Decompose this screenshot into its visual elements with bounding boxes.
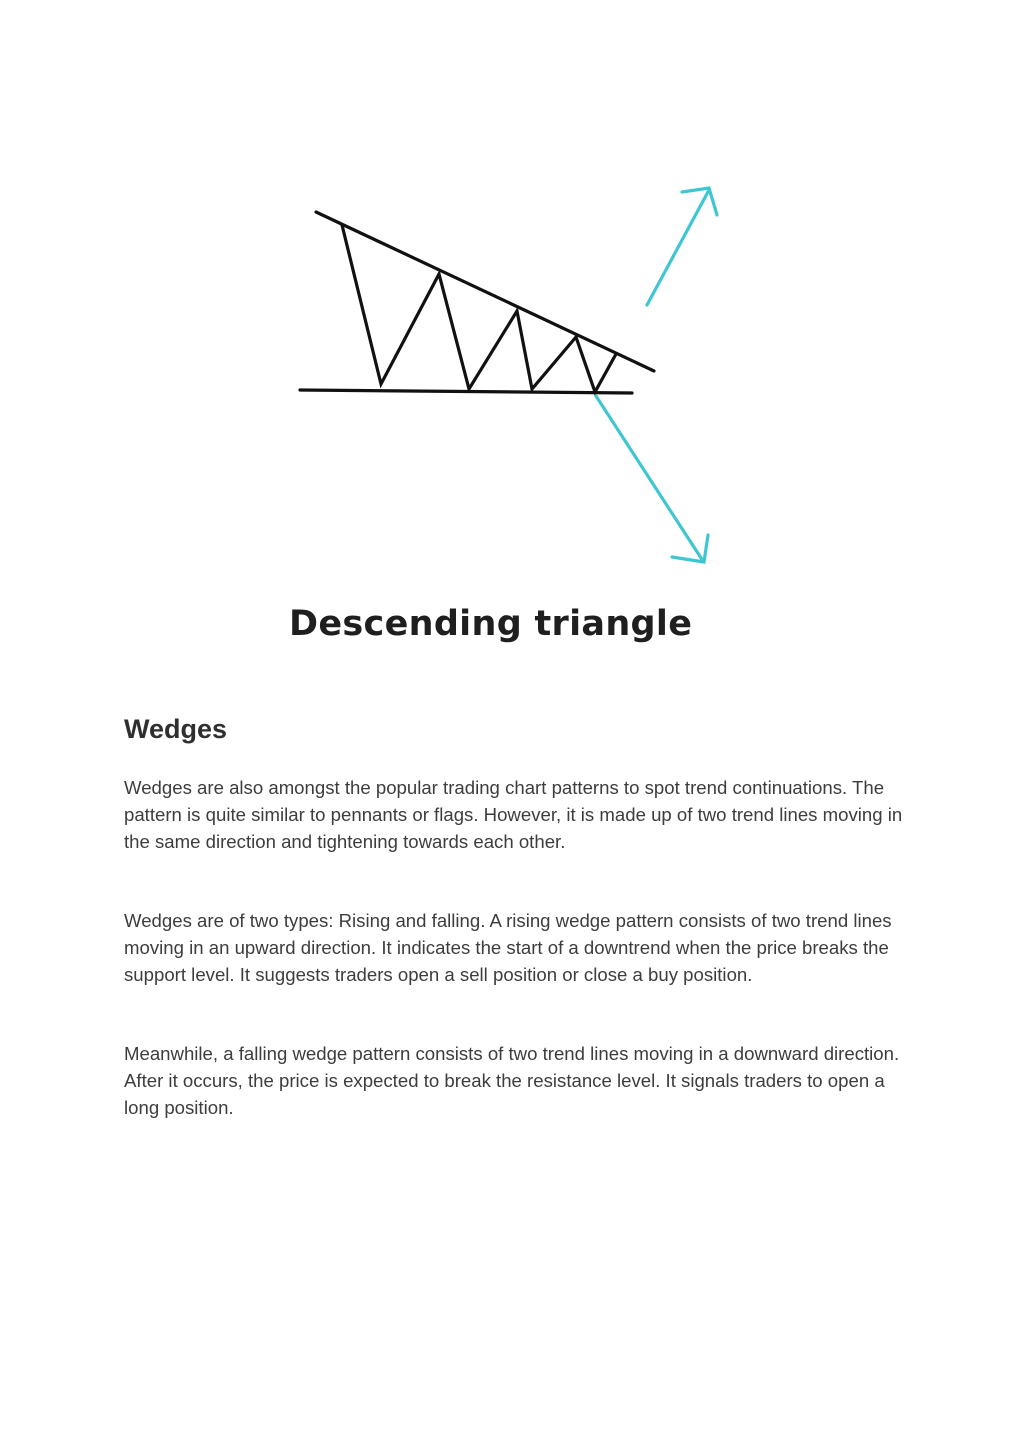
descending-triangle-figure <box>0 0 1024 680</box>
price-zigzag-line <box>342 225 616 392</box>
descending-triangle-diagram <box>0 0 1024 680</box>
arrow-down-right-icon <box>596 396 708 562</box>
paragraph-falling-wedge: Meanwhile, a falling wedge pattern consists of two trend lines moving in a downward direction. After it occurs, the price is expected to break the resistance level. It signals traders to open a long position. <box>124 1043 900 1118</box>
figure-caption: Descending triangle <box>289 604 693 644</box>
paragraph-wedges-intro: Wedges are also amongst the popular trading chart patterns to spot trend continuations. The pattern is quite similar to pennants or flags. However, it is made up of two trend lines moving in the same direction and tightening towards each other. <box>124 777 903 852</box>
resistance-trend-line <box>316 212 654 371</box>
support-line <box>300 390 632 393</box>
arrow-up-right-icon <box>647 188 717 305</box>
paragraph-wedge-types: Wedges are of two types: Rising and falling. A rising wedge pattern consists of two trend lines moving in an upward direction. It indicates the start of a downtrend when the price breaks the support level. It suggests traders open a sell position or close a buy position. <box>124 910 892 985</box>
section-heading: Wedges <box>124 714 228 744</box>
